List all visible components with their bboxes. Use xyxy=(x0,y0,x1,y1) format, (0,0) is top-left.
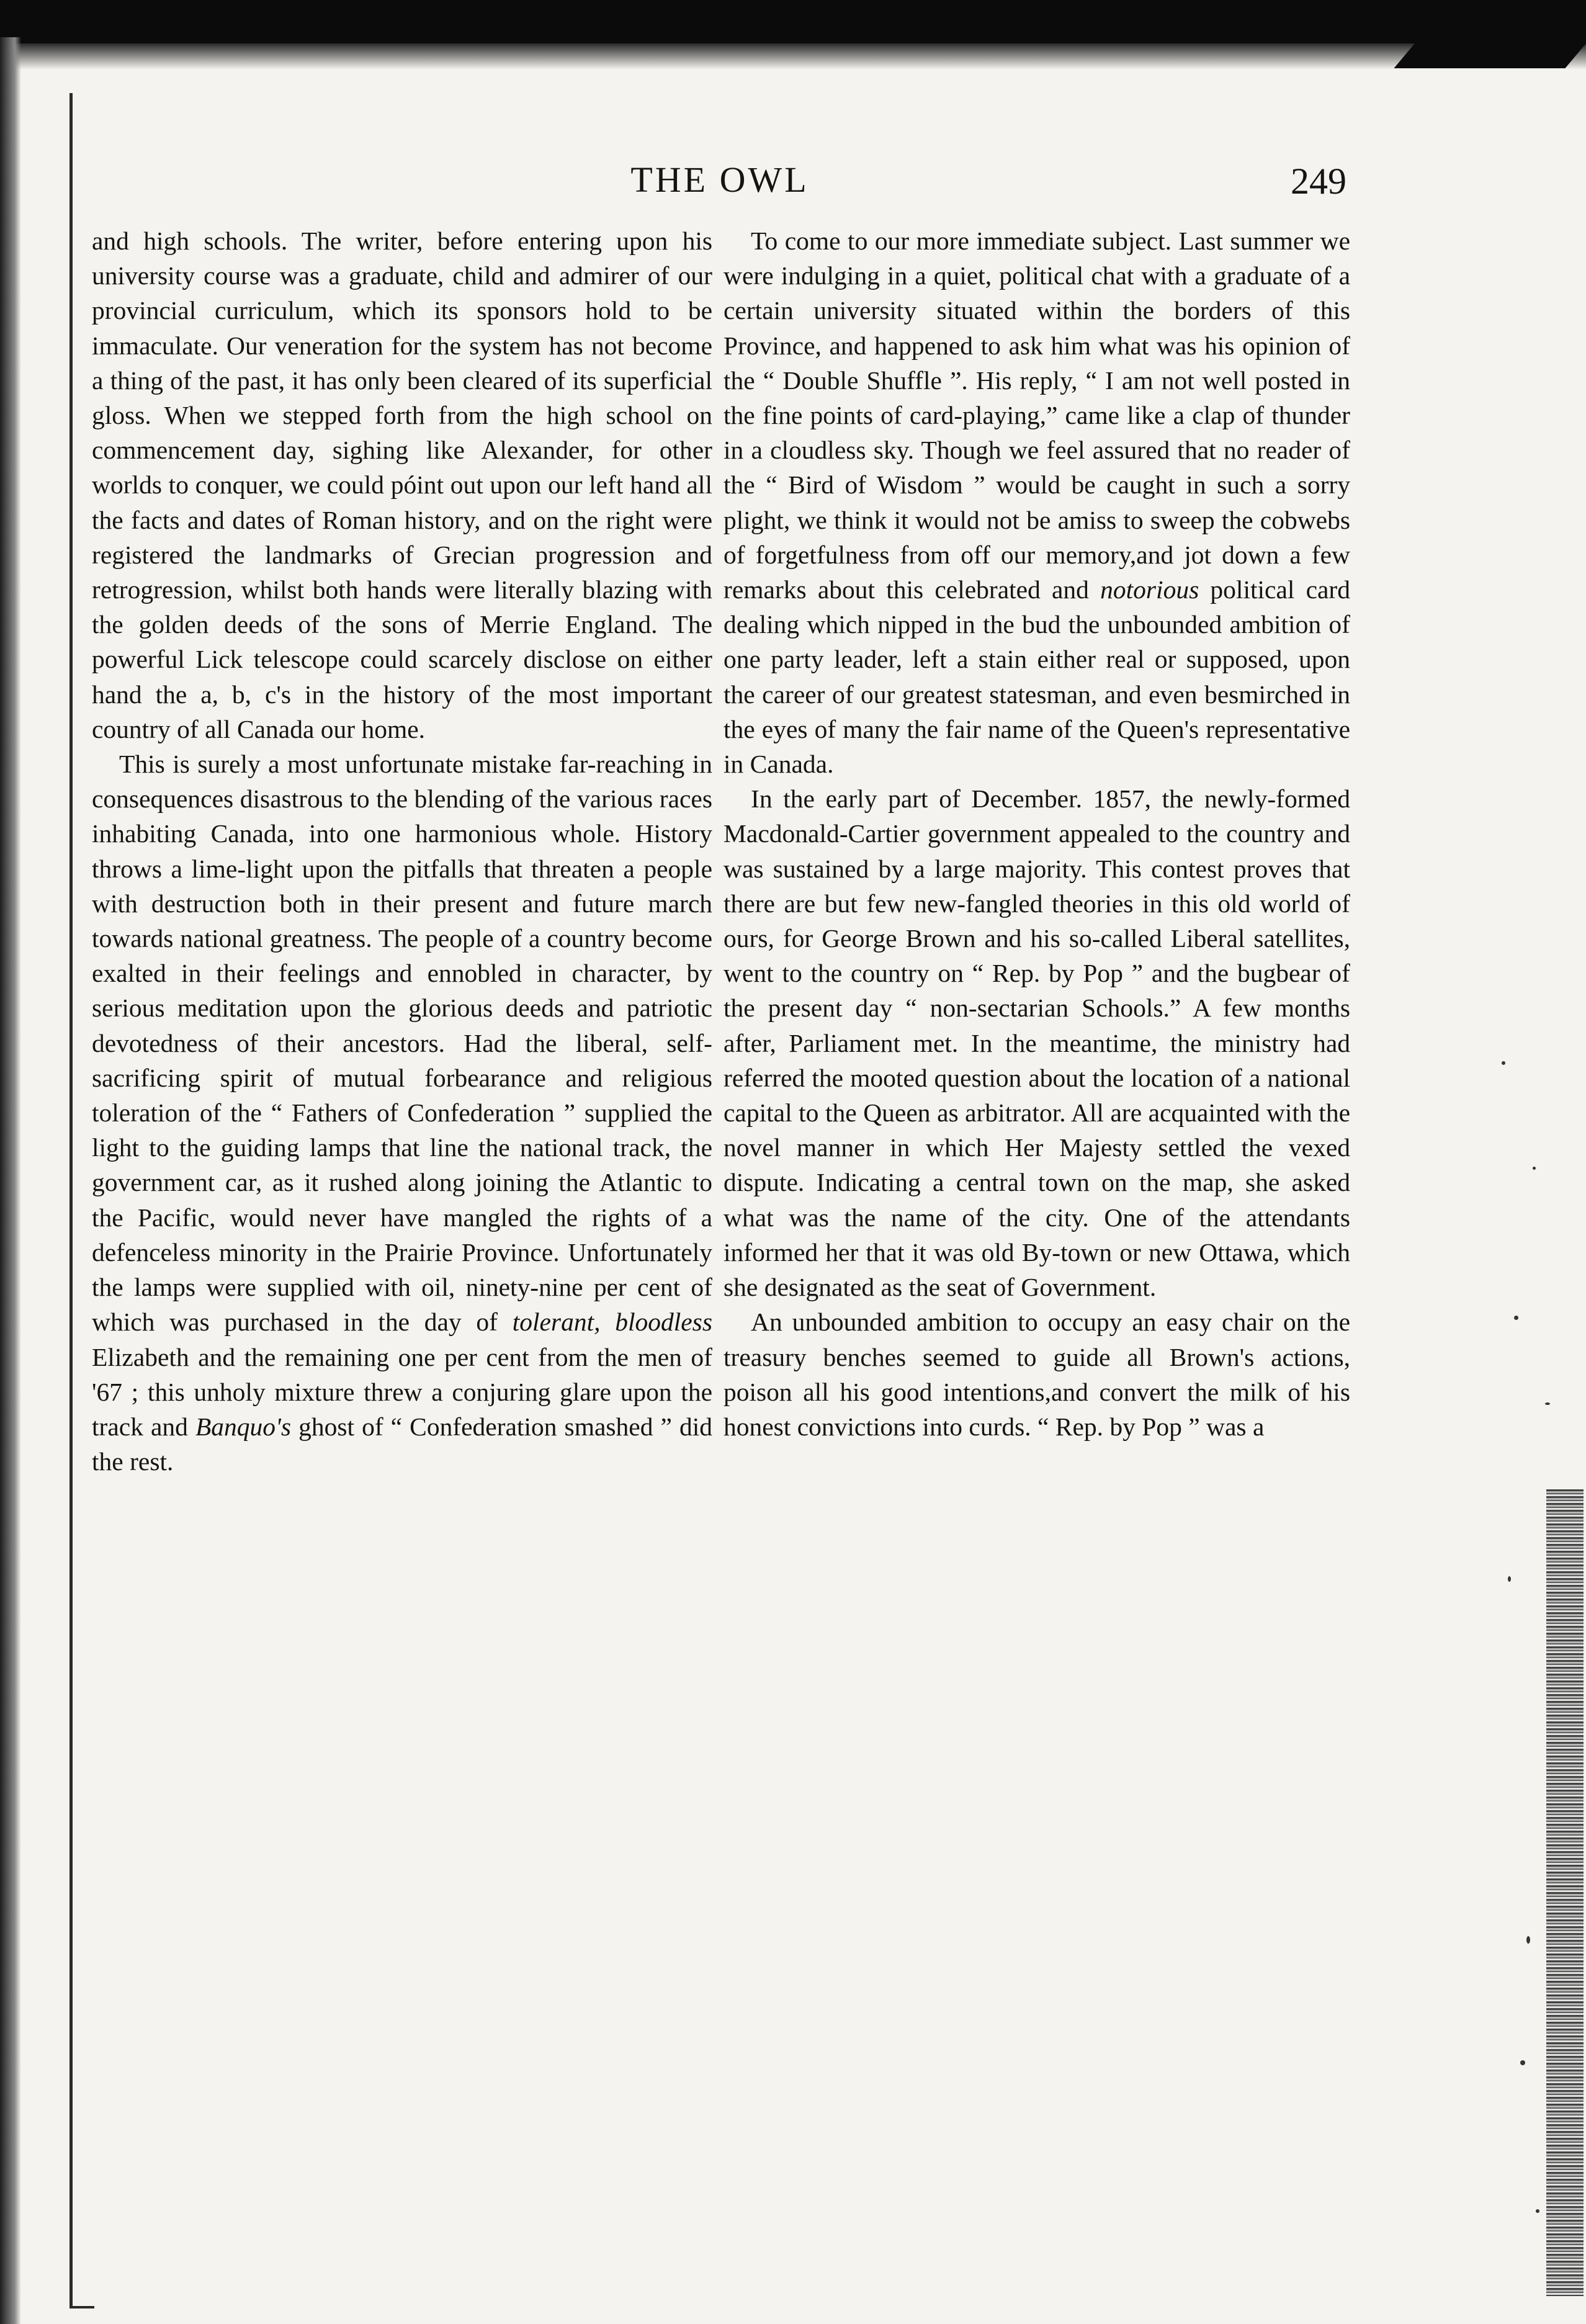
scan-noise-strip xyxy=(1546,1489,1584,2296)
right-paragraph-1-text: To come to our more immediate subject. Last summer we were indulging in a quiet, political chat with a graduate of a certain university situated within the borders of this Province, and happened to ask him what was his opinion of the “ Double Shuffle ”. His reply, “ I am not well posted in the fine points of card-playing,” came like a clap of thunder in a cloudless sky. Though we feel assured that no reader of the “ Bird of Wisdom ” would be caught in such a sorry plight, we think it would not be amiss to sweep the cobwebs of forgetfulness from off our memory,and jot down a few remarks about this celebrated and xyxy=(724,227,1350,604)
right-paragraph-2: In the early part of December. 1857, the newly-formed Macdonald-Cartier government appealed to the country and was sustained by a large majority. This contest proves that there are but few new-fangled theories in this old world of ours, for George Brown and his so-called Liberal satellites, went to the country on “ Rep. by Pop ” and the bugbear of the present day “ non-sectarian Schools.” A few months after, Parliament met. In the meantime, the ministry had referred the mooted question about the location of a national capital to the Queen as arbitrator. All are acquainted with the novel manner in which Her Majesty settled the vexed dispute. Indicating a central town on the map, she asked what was the name of the city. One of the attendants informed her that it was old By-town or new Ottawa, which she designated as the seat of Government. xyxy=(724,784,1350,1302)
scan-speck xyxy=(1545,1402,1550,1405)
left-paragraph-2-cont: Elizabeth and the remaining one per cent from the men of '67 ; this unholy mixture threw a conjuring glare upon the track and xyxy=(92,1342,712,1441)
left-paragraph-2-text: This is surely a most unfortunate mistake far-reaching in consequences disastrous to the blending of the various races inhabiting Canada, into one harmonious whole. History throws a lime-light upon the pitfalls that threaten a people with destruction both in their present and future march towards national greatness. The people of a country become exalted in their feelings and ennobled in character, by serious meditation upon the glorious deeds and patriotic devotedness of their ancestors. Had the liberal, self-sacrificing spirit of mutual forbearance and religious toleration of the “ Fathers of Confederation ” supplied the light to the guiding lamps that line the national track, the government car, as it rushed along joining the Atlantic to the Pacific, would never have mangled the rights of a defenceless minority in the Prairie Province. Unfortunately the lamps were supplied with oil, ninety-nine per cent of which was purchased in the day of xyxy=(92,750,712,1337)
right-paragraph-1-end: political card dealing which nipped in the bud the unbounded ambition of one party leader, left a stain either real or supposed, upon the career of our greatest statesman, and even besmirched in the eyes of many the fair name of the Queen's representative in Canada. xyxy=(724,575,1351,779)
scan-speck xyxy=(1536,2209,1539,2213)
italic-notorious: notorious xyxy=(1100,575,1199,604)
italic-tolerant-bloodless: tolerant, bloodless xyxy=(512,1308,712,1337)
scan-edge-notch xyxy=(1394,43,1586,68)
right-paragraph-3: An unbounded ambition to occupy an easy chair on the treasury benches seemed to guide all Brown's actions, poison all his good intentions,and convert the milk of his honest convictions into curds. “ Rep. by Pop ” was a xyxy=(724,1308,1350,1441)
page-number: 249 xyxy=(1291,161,1346,202)
left-paragraph-2-end: ghost of “ Confederation smashed ” did the rest. xyxy=(92,1412,712,1476)
left-column xyxy=(92,223,712,1479)
scan-edge-shadow xyxy=(0,43,1586,70)
running-title: THE OWL xyxy=(630,159,809,200)
page-header xyxy=(93,152,1346,208)
right-column xyxy=(724,223,1350,1444)
scan-edge-left xyxy=(0,37,21,2324)
scan-speck xyxy=(1514,1316,1518,1320)
scan-speck xyxy=(1526,1936,1530,1944)
scan-speck xyxy=(1502,1061,1505,1065)
scan-speck xyxy=(1533,1167,1536,1170)
right-paragraph-1 xyxy=(724,223,1350,781)
left-paragraph-1: and high schools. The writer, before entering upon his university course was a graduate, child and admirer of our provincial curriculum, which its sponsors hold to be immaculate. Our veneration for the system has not become a thing of the past, it has only been cleared of its superficial gloss. When we stepped forth from the high school on commencement day, sighing like Alexander, for other worlds to conquer, we could póint out upon our left hand all the facts and dates of Roman history, and on the right were registered the landmarks of Grecian progression and retrogression, whilst both hands were literally blazing with the golden deeds of the sons of Merrie England. The powerful Lick telescope could scarcely disclose on either hand the a, b, c's in the history of the most important country of all Canada our home. xyxy=(92,227,712,743)
scan-edge-top xyxy=(0,0,1586,43)
scan-speck xyxy=(1520,2060,1525,2065)
scan-speck xyxy=(1508,1576,1511,1582)
left-paragraph-2 xyxy=(92,747,712,1479)
page-left-rule-foot xyxy=(69,2306,94,2308)
scan-noise-right xyxy=(1489,1055,1586,2324)
page-left-rule xyxy=(69,93,73,2308)
italic-banquos: Banquo's xyxy=(195,1412,292,1441)
